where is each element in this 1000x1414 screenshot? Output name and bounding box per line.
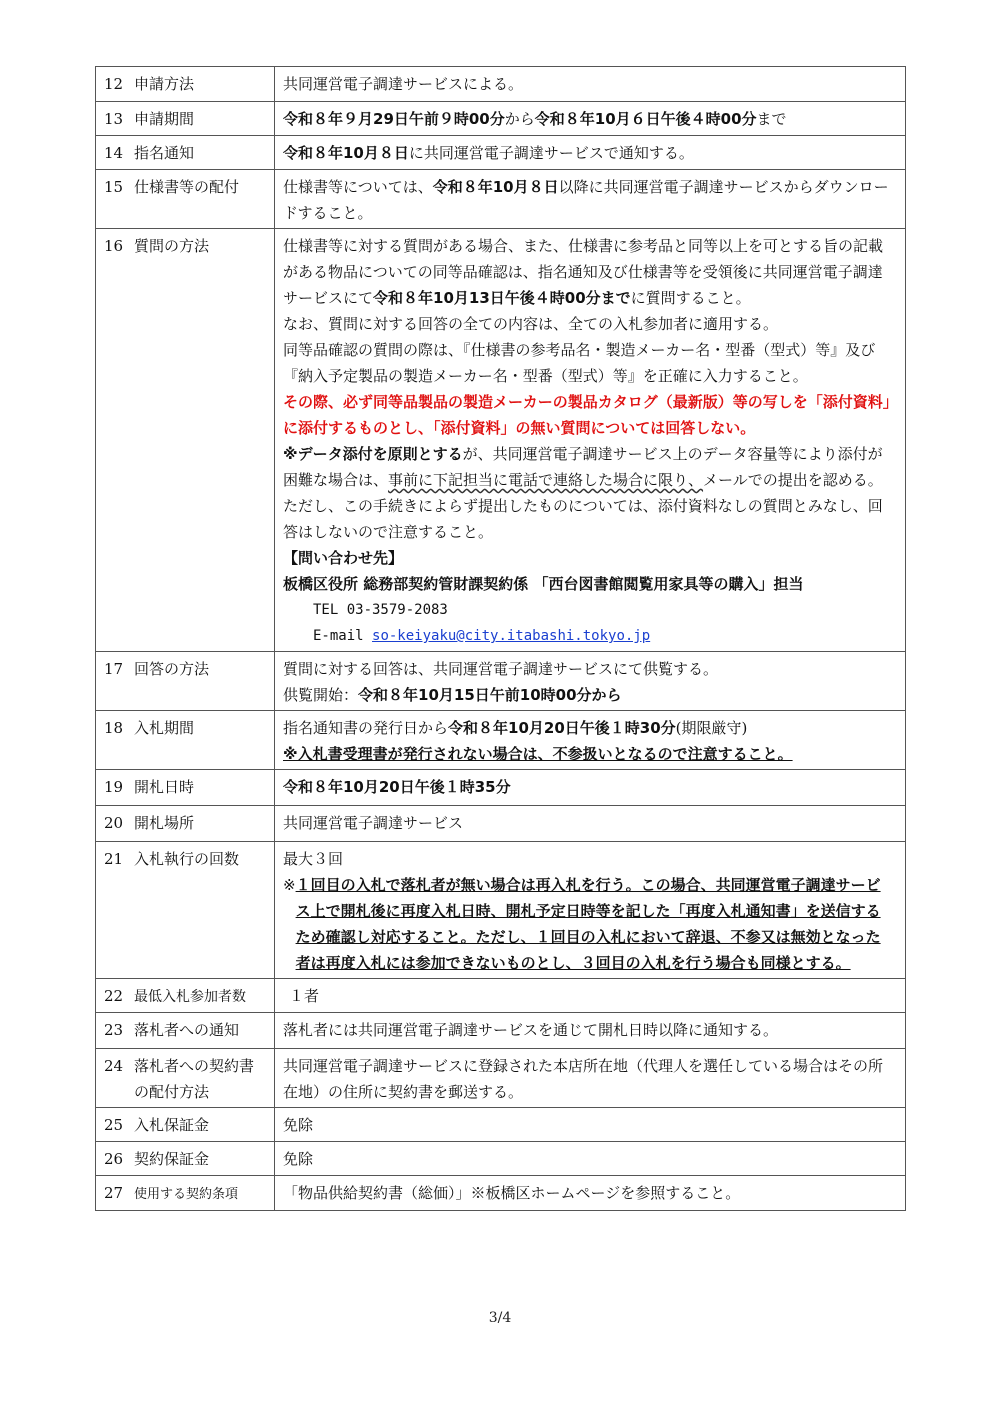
- date-text: 令和８年10月６日午後４時00分: [534, 110, 757, 128]
- row-label: [96, 1176, 275, 1211]
- row-label-text: 入札期間: [134, 719, 195, 737]
- table-row: [96, 1049, 906, 1108]
- row-number: 18: [104, 719, 124, 737]
- contact-tel: TEL 03-3579-2083: [313, 602, 448, 618]
- row-label: [96, 67, 275, 102]
- row-label-text: 入札保証金: [134, 1116, 210, 1134]
- page-number: 3/4: [488, 1310, 512, 1326]
- text: 以降に共同運営電子調達サービスからダウンロードすること。: [283, 178, 889, 222]
- table-row: [96, 1013, 906, 1049]
- row-number: 24: [104, 1057, 124, 1075]
- row-label: [96, 770, 275, 806]
- row-label: [96, 711, 275, 770]
- row-number: 14: [104, 144, 124, 162]
- row-label-text: 指名通知: [134, 144, 195, 162]
- row-label: [96, 102, 275, 136]
- row-number: 23: [104, 1021, 124, 1039]
- row-label: [96, 136, 275, 170]
- table-row: [96, 229, 906, 652]
- row-label-text: 仕様書等の配付: [134, 178, 240, 196]
- row-content: 免除: [275, 1142, 906, 1176]
- row-label-text: 契約保証金: [134, 1150, 210, 1168]
- row-label: [96, 652, 275, 711]
- text: メールでの提出を認める。ただし、この手続きによらず提出したものについては、添付資料なしの質問とみなし、回答はしないので注意すること。: [283, 471, 883, 541]
- row-content: [275, 229, 906, 652]
- row-label: [96, 1108, 275, 1142]
- row-label-text: 質問の方法: [134, 237, 210, 255]
- row-content: [275, 170, 906, 229]
- table-row: [96, 136, 906, 170]
- row-content: 免除: [275, 1108, 906, 1142]
- table-row: [96, 806, 906, 842]
- row-label-text: 使用する契約条項: [134, 1187, 239, 1202]
- note-mark: ※: [283, 876, 296, 894]
- row-label: [96, 1013, 275, 1049]
- paragraph: [283, 682, 897, 708]
- row-content: [275, 842, 906, 979]
- contact-heading: 【問い合わせ先】: [283, 549, 404, 567]
- spec-table: [95, 66, 906, 1211]
- emphasis-text: ※データ添付を原則とする: [283, 445, 463, 463]
- date-text: 令和８年10月15日午前10時00分から: [358, 686, 622, 704]
- text: まで: [756, 110, 787, 128]
- contact-email: [283, 623, 897, 649]
- row-number: 16: [104, 237, 124, 255]
- paragraph: [283, 715, 897, 741]
- date-text: 令和８年10月20日午後１時30分: [448, 719, 676, 737]
- row-label: [96, 806, 275, 842]
- row-label: [96, 842, 275, 979]
- row-content: 共同運営電子調達サービスによる。: [275, 67, 906, 102]
- table-row: [96, 67, 906, 102]
- table-row: [96, 170, 906, 229]
- row-number: 17: [104, 660, 124, 678]
- row-number: 21: [104, 850, 124, 868]
- row-label-text: 開札場所: [134, 814, 195, 832]
- date-text: 令和８年９月29日午前９時00分: [283, 110, 505, 128]
- table-row: [96, 102, 906, 136]
- paragraph: [283, 741, 897, 767]
- notice-text: ※入札書受理書が発行されない場合は、不参扱いとなるので注意すること。: [283, 745, 793, 763]
- row-content: 「物品供給契約書（総価）」※板橋区ホームページを参照すること。: [275, 1176, 906, 1211]
- row-label-text: 回答の方法: [134, 660, 210, 678]
- row-number: 22: [104, 987, 124, 1005]
- row-content: [275, 136, 906, 170]
- deadline-text: 令和８年10月13日午後４時00分まで: [373, 289, 631, 307]
- text: から: [504, 110, 535, 128]
- email-link[interactable]: so-keiyaku@city.itabashi.tokyo.jp: [372, 628, 651, 644]
- text: (期限厳守): [675, 719, 748, 737]
- date-text: 令和８年10月８日: [283, 144, 409, 162]
- row-content: [275, 652, 906, 711]
- text: 供覧開始：: [283, 686, 359, 704]
- row-label: [96, 1142, 275, 1176]
- row-label-text: 落札者への通知: [134, 1021, 240, 1039]
- warning-text: その際、必ず同等品製品の製造メーカーの製品カタログ（最新版）等の写しを「添付資料」に添付するものとし、「添付資料」の無い質問については回答しない。: [283, 393, 891, 437]
- row-number: 12: [104, 75, 124, 93]
- date-text: 令和８年10月８日: [432, 178, 559, 196]
- text: が、共同運営電子調達サービス上のデータ容量等により添付が困難な場合は、: [283, 445, 883, 489]
- row-number: 20: [104, 814, 124, 832]
- text: １者: [289, 987, 320, 1005]
- paragraph: 質問に対する回答は、共同運営電子調達サービスにて供覧する。: [283, 660, 719, 678]
- text: 仕様書等については、: [283, 178, 433, 196]
- table-row: [96, 1176, 906, 1211]
- table-row: [96, 1108, 906, 1142]
- row-content: 共同運営電子調達サービス: [275, 806, 906, 842]
- row-number: 19: [104, 778, 124, 796]
- table-row: [96, 842, 906, 979]
- row-label-text: 最低入札参加者数: [134, 989, 246, 1005]
- row-number: 25: [104, 1116, 124, 1134]
- row-number: 26: [104, 1150, 124, 1168]
- row-label-text: 入札執行の回数: [134, 850, 240, 868]
- paragraph: 同等品確認の質問の際は、『仕様書の参考品名・製造メーカー名・型番（型式）等』及び『納入予定製品の製造メーカー名・型番（型式）等』を正確に入力すること。: [283, 341, 876, 385]
- table-row: [96, 979, 906, 1013]
- row-label-text: 落札者への契約書の配付方法: [134, 1057, 255, 1101]
- row-content: 落札者には共同運営電子調達サービスを通じて開札日時以降に通知する。: [275, 1013, 906, 1049]
- row-content: [275, 711, 906, 770]
- table-row: [96, 711, 906, 770]
- table-row: [96, 652, 906, 711]
- row-label-text: 申請期間: [134, 110, 195, 128]
- row-label-text: 申請方法: [134, 75, 195, 93]
- notice-text: １回目の入札で落札者が無い場合は再入札を行う。この場合、共同運営電子調達サービス上で開札後に再度入札日時、開札予定日時等を記した「再度入札通知書」を送信するため確認し対応すること。ただし、１回目の入札において辞退、不参又は無効となった者は再度入札には参加できないものとし、３回目の入札を行う場合も同様とする。: [295, 876, 881, 972]
- row-content: [275, 770, 906, 806]
- text: 指名通知書の発行日から: [283, 719, 449, 737]
- paragraph: [283, 441, 897, 545]
- row-label: [96, 979, 275, 1013]
- row-content: [275, 102, 906, 136]
- text: に質問すること。: [630, 289, 751, 307]
- row-number: 13: [104, 110, 124, 128]
- table-row: [96, 1142, 906, 1176]
- text: 仕様書等に対する質問がある場合、また、仕様書に参考品と同等以上を可とする旨の記載がある物品についての同等品確認は、指名通知及び仕様書等を受領後に共同運営電子調達サービスにて: [283, 237, 884, 307]
- date-text: 令和８年10月20日午後１時35分: [283, 778, 511, 796]
- row-label-text: 開札日時: [134, 778, 195, 796]
- table-row: [96, 770, 906, 806]
- wavy-underlined-text: 事前に下記担当に電話で連絡した場合に限り、: [388, 471, 704, 489]
- email-label: E-mail: [313, 628, 373, 644]
- row-number: 27: [104, 1184, 124, 1202]
- row-label: [96, 170, 275, 229]
- paragraph: [283, 233, 897, 311]
- paragraph: [283, 872, 897, 976]
- paragraph: 最大３回: [283, 850, 344, 868]
- contact-organization: 板橋区役所 総務部契約管財課契約係 「西台図書館閲覧用家具等の購入」担当: [283, 575, 804, 593]
- row-content: [275, 979, 906, 1013]
- text: に共同運営電子調達サービスで通知する。: [408, 144, 694, 162]
- paragraph: なお、質問に対する回答の全ての内容は、全ての入札参加者に適用する。: [283, 315, 779, 333]
- row-label: [96, 229, 275, 652]
- row-number: 15: [104, 178, 124, 196]
- row-content: 共同運営電子調達サービスに登録された本店所在地（代理人を選任している場合はその所在地）の住所に契約書を郵送する。: [275, 1049, 906, 1108]
- row-label: [96, 1049, 275, 1108]
